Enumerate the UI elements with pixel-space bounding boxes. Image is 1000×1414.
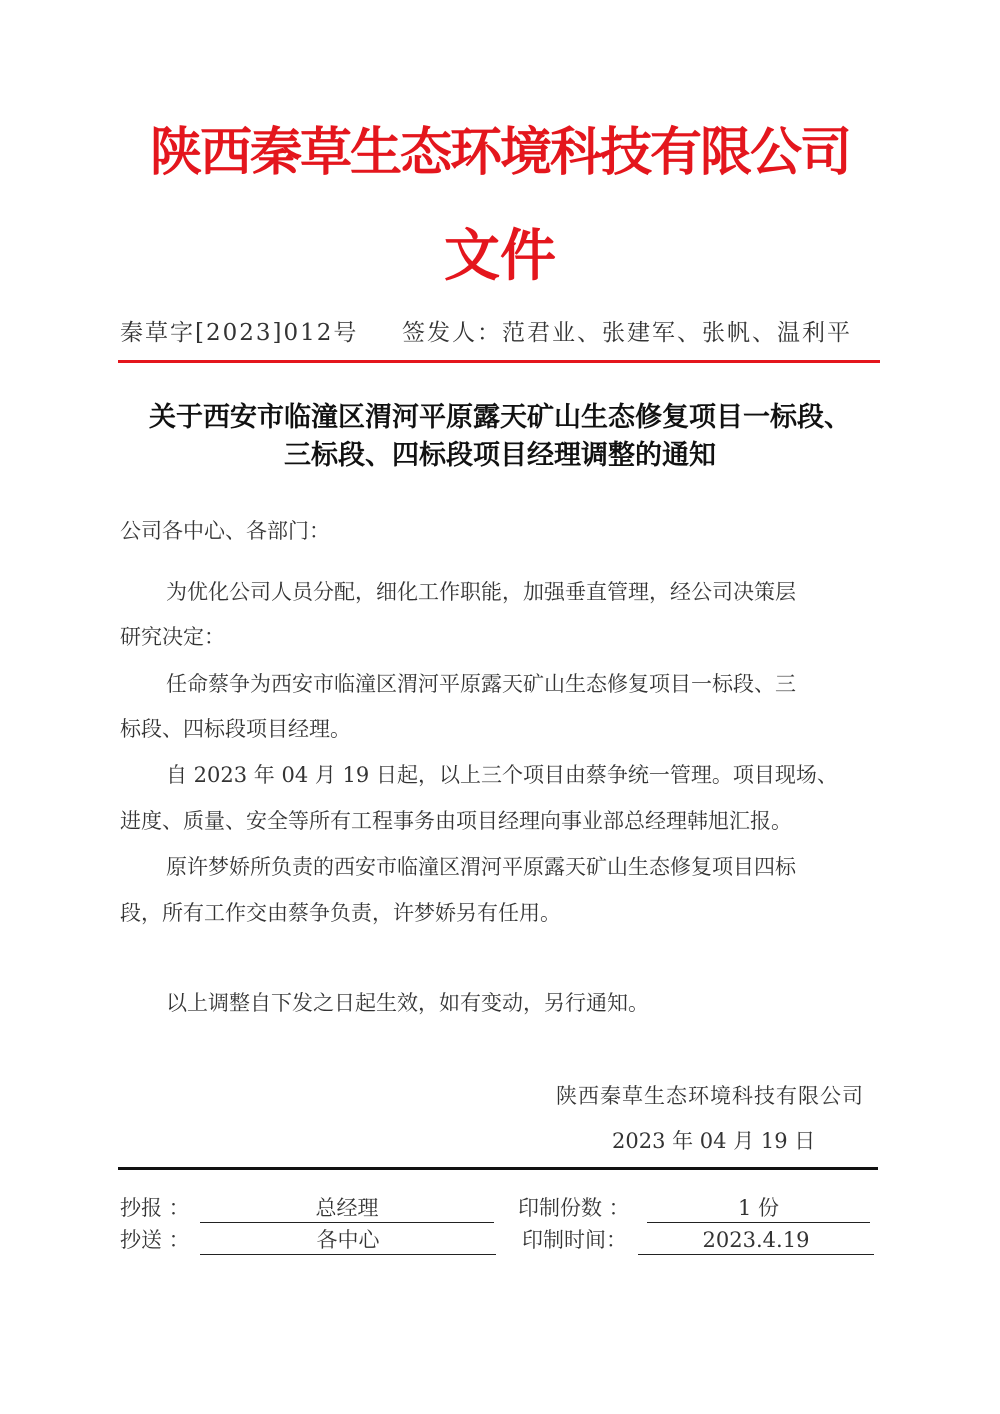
- paragraph-5: 以上调整自下发之日起生效，如有变动，另行通知。: [166, 991, 649, 1015]
- footer-divider-thick: [118, 1167, 878, 1170]
- print-copies-value: 1 份: [647, 1194, 870, 1223]
- document-type: 文件: [444, 224, 556, 289]
- paragraph-1-line-1: 为优化公司人员分配，细化工作职能，加强垂直管理，经公司决策层: [166, 580, 796, 604]
- print-copies-label: 印制份数 ：: [518, 1196, 630, 1220]
- print-time-value: 2023.4.19: [638, 1226, 874, 1255]
- notice-title-line-2: 三标段、四标段项目经理调整的通知: [284, 440, 716, 471]
- signature-date: 2023 年 04 月 19 日: [612, 1129, 816, 1153]
- issuer-line: [402, 317, 852, 349]
- signature-company: 陕西秦草生态环境科技有限公司: [556, 1084, 864, 1108]
- issuer-names: 范君业、张建军、张帆、温利平: [502, 320, 852, 346]
- company-title: 陕西秦草生态环境科技有限公司: [149, 123, 850, 183]
- print-time-label: 印制时间：: [522, 1228, 627, 1252]
- paragraph-2-line-1: 任命蔡争为西安市临潼区渭河平原露天矿山生态修复项目一标段、三: [166, 672, 796, 696]
- issuer-label: 签发人：: [402, 320, 502, 346]
- paragraph-3-line-1: 自 2023 年 04 月 19 日起，以上三个项目由蔡争统一管理。项目现场、: [166, 763, 838, 787]
- send-to-value: 各中心: [200, 1226, 496, 1255]
- paragraph-3-line-2: 进度、质量、安全等所有工程事务由项目经理向事业部总经理韩旭汇报。: [120, 809, 792, 833]
- notice-title-line-1: 关于西安市临潼区渭河平原露天矿山生态修复项目一标段、: [149, 402, 851, 433]
- paragraph-4-line-1: 原许梦娇所负责的西安市临潼区渭河平原露天矿山生态修复项目四标: [166, 855, 796, 879]
- paragraph-4-line-2: 段，所有工作交由蔡争负责，许梦娇另有任用。: [120, 901, 561, 925]
- paragraph-2-line-2: 标段、四标段项目经理。: [120, 717, 351, 741]
- document-number: 秦草字[2023]012号: [120, 320, 359, 346]
- salutation: 公司各中心、各部门：: [120, 519, 330, 543]
- report-to-label: 抄报 ：: [120, 1196, 190, 1220]
- send-to-label: 抄送 ：: [120, 1228, 190, 1252]
- report-to-value: 总经理: [200, 1194, 494, 1223]
- paragraph-1-line-2: 研究决定：: [120, 625, 225, 649]
- red-divider: [118, 360, 880, 363]
